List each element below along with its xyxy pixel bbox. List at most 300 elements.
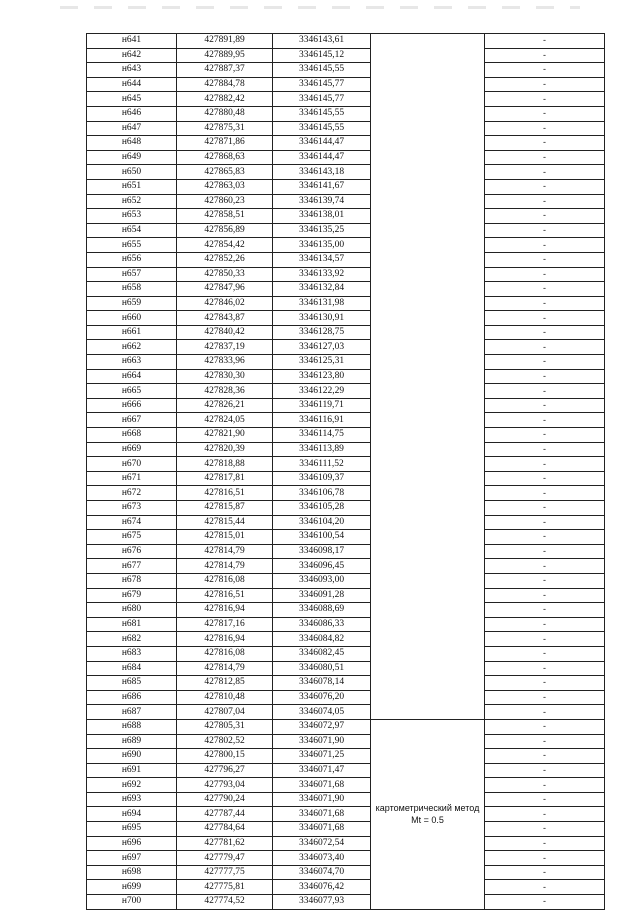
method-cell-empty <box>371 34 485 720</box>
x-coordinate-cell: 427828,36 <box>177 384 273 399</box>
table-row <box>87 63 605 78</box>
point-id-cell: н674 <box>87 515 177 530</box>
y-coordinate-cell: 3346143,18 <box>273 165 371 180</box>
y-coordinate-cell: 3346114,75 <box>273 428 371 443</box>
point-id-cell: н678 <box>87 573 177 588</box>
table-row <box>87 661 605 676</box>
table-row <box>87 77 605 92</box>
table-row <box>87 573 605 588</box>
y-coordinate-cell: 3346145,77 <box>273 92 371 107</box>
y-coordinate-cell: 3346135,25 <box>273 223 371 238</box>
table-row <box>87 252 605 267</box>
x-coordinate-cell: 427812,85 <box>177 676 273 691</box>
point-id-cell: н679 <box>87 588 177 603</box>
accuracy-cell: - <box>485 822 605 837</box>
accuracy-cell: - <box>485 238 605 253</box>
table-row <box>87 544 605 559</box>
x-coordinate-cell: 427858,51 <box>177 209 273 224</box>
table-row <box>87 325 605 340</box>
accuracy-cell: - <box>485 792 605 807</box>
y-coordinate-cell: 3346100,54 <box>273 530 371 545</box>
x-coordinate-cell: 427856,89 <box>177 223 273 238</box>
accuracy-cell: - <box>485 384 605 399</box>
x-coordinate-cell: 427817,16 <box>177 617 273 632</box>
accuracy-cell: - <box>485 355 605 370</box>
table-row <box>87 588 605 603</box>
accuracy-cell: - <box>485 632 605 647</box>
accuracy-cell: - <box>485 63 605 78</box>
point-id-cell: н690 <box>87 749 177 764</box>
y-coordinate-cell: 3346084,82 <box>273 632 371 647</box>
point-id-cell: н695 <box>87 822 177 837</box>
x-coordinate-cell: 427852,26 <box>177 252 273 267</box>
table-row <box>87 457 605 472</box>
x-coordinate-cell: 427843,87 <box>177 311 273 326</box>
accuracy-cell: - <box>485 865 605 880</box>
accuracy-cell: - <box>485 223 605 238</box>
y-coordinate-cell: 3346111,52 <box>273 457 371 472</box>
accuracy-cell: - <box>485 719 605 734</box>
y-coordinate-cell: 3346134,57 <box>273 252 371 267</box>
method-cell: картометрический метод Mt = 0.5 <box>371 719 485 909</box>
accuracy-cell: - <box>485 676 605 691</box>
table-row <box>87 486 605 501</box>
y-coordinate-cell: 3346144,47 <box>273 136 371 151</box>
table-row <box>87 763 605 778</box>
accuracy-cell: - <box>485 48 605 63</box>
x-coordinate-cell: 427815,01 <box>177 530 273 545</box>
point-id-cell: н657 <box>87 267 177 282</box>
x-coordinate-cell: 427816,08 <box>177 646 273 661</box>
table-row <box>87 792 605 807</box>
point-id-cell: н693 <box>87 792 177 807</box>
accuracy-cell: - <box>485 807 605 822</box>
x-coordinate-cell: 427802,52 <box>177 734 273 749</box>
x-coordinate-cell: 427850,33 <box>177 267 273 282</box>
table-row <box>87 471 605 486</box>
scan-artifact <box>60 6 580 9</box>
accuracy-cell: - <box>485 603 605 618</box>
accuracy-cell: - <box>485 179 605 194</box>
accuracy-cell: - <box>485 398 605 413</box>
x-coordinate-cell: 427816,94 <box>177 632 273 647</box>
y-coordinate-cell: 3346116,91 <box>273 413 371 428</box>
point-id-cell: н694 <box>87 807 177 822</box>
x-coordinate-cell: 427868,63 <box>177 150 273 165</box>
y-coordinate-cell: 3346130,91 <box>273 311 371 326</box>
point-id-cell: н647 <box>87 121 177 136</box>
table-row <box>87 603 605 618</box>
accuracy-cell: - <box>485 486 605 501</box>
accuracy-cell: - <box>485 749 605 764</box>
y-coordinate-cell: 3346131,98 <box>273 296 371 311</box>
accuracy-cell: - <box>485 530 605 545</box>
x-coordinate-cell: 427787,44 <box>177 807 273 822</box>
accuracy-cell: - <box>485 442 605 457</box>
x-coordinate-cell: 427815,44 <box>177 515 273 530</box>
accuracy-cell: - <box>485 311 605 326</box>
accuracy-cell: - <box>485 325 605 340</box>
y-coordinate-cell: 3346086,33 <box>273 617 371 632</box>
x-coordinate-cell: 427793,04 <box>177 778 273 793</box>
table-row <box>87 895 605 910</box>
point-id-cell: н671 <box>87 471 177 486</box>
table-row <box>87 150 605 165</box>
accuracy-cell: - <box>485 836 605 851</box>
table-row <box>87 807 605 822</box>
x-coordinate-cell: 427863,03 <box>177 179 273 194</box>
table-row <box>87 442 605 457</box>
y-coordinate-cell: 3346135,00 <box>273 238 371 253</box>
x-coordinate-cell: 427824,05 <box>177 413 273 428</box>
point-id-cell: н698 <box>87 865 177 880</box>
table-row <box>87 690 605 705</box>
y-coordinate-cell: 3346128,75 <box>273 325 371 340</box>
table-row <box>87 632 605 647</box>
point-id-cell: н644 <box>87 77 177 92</box>
y-coordinate-cell: 3346071,90 <box>273 734 371 749</box>
coordinates-table-body <box>87 34 605 910</box>
y-coordinate-cell: 3346071,68 <box>273 822 371 837</box>
y-coordinate-cell: 3346141,67 <box>273 179 371 194</box>
point-id-cell: н682 <box>87 632 177 647</box>
accuracy-cell: - <box>485 282 605 297</box>
y-coordinate-cell: 3346076,42 <box>273 880 371 895</box>
accuracy-cell: - <box>485 705 605 720</box>
table-row <box>87 223 605 238</box>
y-coordinate-cell: 3346144,47 <box>273 150 371 165</box>
x-coordinate-cell: 427884,78 <box>177 77 273 92</box>
y-coordinate-cell: 3346071,47 <box>273 763 371 778</box>
accuracy-cell: - <box>485 92 605 107</box>
y-coordinate-cell: 3346088,69 <box>273 603 371 618</box>
accuracy-cell: - <box>485 544 605 559</box>
accuracy-cell: - <box>485 661 605 676</box>
y-coordinate-cell: 3346123,80 <box>273 369 371 384</box>
table-row <box>87 413 605 428</box>
x-coordinate-cell: 427865,83 <box>177 165 273 180</box>
y-coordinate-cell: 3346119,71 <box>273 398 371 413</box>
y-coordinate-cell: 3346109,37 <box>273 471 371 486</box>
x-coordinate-cell: 427816,51 <box>177 588 273 603</box>
accuracy-cell: - <box>485 267 605 282</box>
point-id-cell: н645 <box>87 92 177 107</box>
x-coordinate-cell: 427774,52 <box>177 895 273 910</box>
table-row <box>87 822 605 837</box>
table-row <box>87 559 605 574</box>
y-coordinate-cell: 3346143,61 <box>273 34 371 49</box>
accuracy-cell: - <box>485 165 605 180</box>
x-coordinate-cell: 427790,24 <box>177 792 273 807</box>
x-coordinate-cell: 427817,81 <box>177 471 273 486</box>
table-row <box>87 106 605 121</box>
point-id-cell: н662 <box>87 340 177 355</box>
x-coordinate-cell: 427871,86 <box>177 136 273 151</box>
y-coordinate-cell: 3346145,55 <box>273 106 371 121</box>
accuracy-cell: - <box>485 121 605 136</box>
point-id-cell: н688 <box>87 719 177 734</box>
y-coordinate-cell: 3346105,28 <box>273 501 371 516</box>
point-id-cell: н681 <box>87 617 177 632</box>
y-coordinate-cell: 3346074,70 <box>273 865 371 880</box>
x-coordinate-cell: 427847,96 <box>177 282 273 297</box>
y-coordinate-cell: 3346076,20 <box>273 690 371 705</box>
table-row <box>87 880 605 895</box>
accuracy-cell: - <box>485 734 605 749</box>
x-coordinate-cell: 427833,96 <box>177 355 273 370</box>
point-id-cell: н664 <box>87 369 177 384</box>
accuracy-cell: - <box>485 428 605 443</box>
y-coordinate-cell: 3346106,78 <box>273 486 371 501</box>
accuracy-cell: - <box>485 209 605 224</box>
accuracy-cell: - <box>485 77 605 92</box>
y-coordinate-cell: 3346104,20 <box>273 515 371 530</box>
accuracy-cell: - <box>485 136 605 151</box>
table-row <box>87 778 605 793</box>
x-coordinate-cell: 427882,42 <box>177 92 273 107</box>
point-id-cell: н649 <box>87 150 177 165</box>
table-row <box>87 48 605 63</box>
point-id-cell: н668 <box>87 428 177 443</box>
x-coordinate-cell: 427784,64 <box>177 822 273 837</box>
table-row <box>87 617 605 632</box>
accuracy-cell: - <box>485 252 605 267</box>
y-coordinate-cell: 3346145,12 <box>273 48 371 63</box>
table-row <box>87 428 605 443</box>
x-coordinate-cell: 427816,08 <box>177 573 273 588</box>
x-coordinate-cell: 427775,81 <box>177 880 273 895</box>
y-coordinate-cell: 3346145,55 <box>273 121 371 136</box>
x-coordinate-cell: 427816,94 <box>177 603 273 618</box>
table-row <box>87 238 605 253</box>
point-id-cell: н677 <box>87 559 177 574</box>
point-id-cell: н691 <box>87 763 177 778</box>
y-coordinate-cell: 3346072,54 <box>273 836 371 851</box>
point-id-cell: н692 <box>87 778 177 793</box>
table-row <box>87 865 605 880</box>
y-coordinate-cell: 3346096,45 <box>273 559 371 574</box>
table-row <box>87 384 605 399</box>
point-id-cell: н673 <box>87 501 177 516</box>
x-coordinate-cell: 427814,79 <box>177 661 273 676</box>
point-id-cell: н700 <box>87 895 177 910</box>
table-row <box>87 194 605 209</box>
x-coordinate-cell: 427887,37 <box>177 63 273 78</box>
point-id-cell: н650 <box>87 165 177 180</box>
point-id-cell: н642 <box>87 48 177 63</box>
table-row <box>87 340 605 355</box>
accuracy-cell: - <box>485 471 605 486</box>
x-coordinate-cell: 427891,89 <box>177 34 273 49</box>
accuracy-cell: - <box>485 296 605 311</box>
point-id-cell: н656 <box>87 252 177 267</box>
x-coordinate-cell: 427777,75 <box>177 865 273 880</box>
y-coordinate-cell: 3346071,68 <box>273 807 371 822</box>
accuracy-cell: - <box>485 106 605 121</box>
x-coordinate-cell: 427889,95 <box>177 48 273 63</box>
point-id-cell: н660 <box>87 311 177 326</box>
y-coordinate-cell: 3346074,05 <box>273 705 371 720</box>
accuracy-cell: - <box>485 194 605 209</box>
x-coordinate-cell: 427821,90 <box>177 428 273 443</box>
table-row <box>87 311 605 326</box>
accuracy-cell: - <box>485 559 605 574</box>
point-id-cell: н654 <box>87 223 177 238</box>
x-coordinate-cell: 427781,62 <box>177 836 273 851</box>
point-id-cell: н665 <box>87 384 177 399</box>
point-id-cell: н672 <box>87 486 177 501</box>
table-row <box>87 267 605 282</box>
y-coordinate-cell: 3346145,55 <box>273 63 371 78</box>
y-coordinate-cell: 3346071,68 <box>273 778 371 793</box>
accuracy-cell: - <box>485 340 605 355</box>
x-coordinate-cell: 427810,48 <box>177 690 273 705</box>
table-row <box>87 515 605 530</box>
y-coordinate-cell: 3346071,90 <box>273 792 371 807</box>
y-coordinate-cell: 3346073,40 <box>273 851 371 866</box>
table-row <box>87 369 605 384</box>
coordinates-table <box>86 33 605 910</box>
table-row <box>87 530 605 545</box>
y-coordinate-cell: 3346125,31 <box>273 355 371 370</box>
table-row <box>87 209 605 224</box>
accuracy-cell: - <box>485 588 605 603</box>
table-row <box>87 165 605 180</box>
point-id-cell: н646 <box>87 106 177 121</box>
y-coordinate-cell: 3346127,03 <box>273 340 371 355</box>
point-id-cell: н655 <box>87 238 177 253</box>
table-row <box>87 355 605 370</box>
accuracy-cell: - <box>485 778 605 793</box>
point-id-cell: н648 <box>87 136 177 151</box>
x-coordinate-cell: 427826,21 <box>177 398 273 413</box>
accuracy-cell: - <box>485 690 605 705</box>
point-id-cell: н689 <box>87 734 177 749</box>
point-id-cell: н669 <box>87 442 177 457</box>
table-row <box>87 179 605 194</box>
accuracy-cell: - <box>485 369 605 384</box>
point-id-cell: н685 <box>87 676 177 691</box>
y-coordinate-cell: 3346080,51 <box>273 661 371 676</box>
accuracy-cell: - <box>485 457 605 472</box>
accuracy-cell: - <box>485 413 605 428</box>
point-id-cell: н661 <box>87 325 177 340</box>
point-id-cell: н683 <box>87 646 177 661</box>
point-id-cell: н651 <box>87 179 177 194</box>
x-coordinate-cell: 427800,15 <box>177 749 273 764</box>
point-id-cell: н670 <box>87 457 177 472</box>
point-id-cell: н643 <box>87 63 177 78</box>
accuracy-cell: - <box>485 646 605 661</box>
y-coordinate-cell: 3346113,89 <box>273 442 371 457</box>
accuracy-cell: - <box>485 150 605 165</box>
point-id-cell: н641 <box>87 34 177 49</box>
point-id-cell: н676 <box>87 544 177 559</box>
accuracy-cell: - <box>485 851 605 866</box>
accuracy-cell: - <box>485 763 605 778</box>
x-coordinate-cell: 427814,79 <box>177 559 273 574</box>
x-coordinate-cell: 427814,79 <box>177 544 273 559</box>
accuracy-cell: - <box>485 501 605 516</box>
point-id-cell: н699 <box>87 880 177 895</box>
x-coordinate-cell: 427854,42 <box>177 238 273 253</box>
table-row <box>87 851 605 866</box>
table-row <box>87 501 605 516</box>
accuracy-cell: - <box>485 880 605 895</box>
x-coordinate-cell: 427779,47 <box>177 851 273 866</box>
point-id-cell: н675 <box>87 530 177 545</box>
point-id-cell: н680 <box>87 603 177 618</box>
y-coordinate-cell: 3346077,93 <box>273 895 371 910</box>
x-coordinate-cell: 427820,39 <box>177 442 273 457</box>
table-row <box>87 734 605 749</box>
x-coordinate-cell: 427837,19 <box>177 340 273 355</box>
point-id-cell: н663 <box>87 355 177 370</box>
point-id-cell: н652 <box>87 194 177 209</box>
y-coordinate-cell: 3346072,97 <box>273 719 371 734</box>
x-coordinate-cell: 427807,04 <box>177 705 273 720</box>
point-id-cell: н697 <box>87 851 177 866</box>
table-row <box>87 719 605 734</box>
table-row <box>87 121 605 136</box>
table-row <box>87 646 605 661</box>
x-coordinate-cell: 427840,42 <box>177 325 273 340</box>
accuracy-cell: - <box>485 895 605 910</box>
x-coordinate-cell: 427815,87 <box>177 501 273 516</box>
y-coordinate-cell: 3346093,00 <box>273 573 371 588</box>
point-id-cell: н686 <box>87 690 177 705</box>
y-coordinate-cell: 3346082,45 <box>273 646 371 661</box>
accuracy-cell: - <box>485 573 605 588</box>
y-coordinate-cell: 3346071,25 <box>273 749 371 764</box>
point-id-cell: н659 <box>87 296 177 311</box>
x-coordinate-cell: 427860,23 <box>177 194 273 209</box>
point-id-cell: н687 <box>87 705 177 720</box>
y-coordinate-cell: 3346138,01 <box>273 209 371 224</box>
y-coordinate-cell: 3346139,74 <box>273 194 371 209</box>
x-coordinate-cell: 427846,02 <box>177 296 273 311</box>
accuracy-cell: - <box>485 34 605 49</box>
x-coordinate-cell: 427830,30 <box>177 369 273 384</box>
x-coordinate-cell: 427796,27 <box>177 763 273 778</box>
x-coordinate-cell: 427805,31 <box>177 719 273 734</box>
table-row <box>87 136 605 151</box>
point-id-cell: н666 <box>87 398 177 413</box>
table-row <box>87 676 605 691</box>
accuracy-cell: - <box>485 617 605 632</box>
x-coordinate-cell: 427875,31 <box>177 121 273 136</box>
table-row <box>87 398 605 413</box>
table-row <box>87 836 605 851</box>
accuracy-cell: - <box>485 515 605 530</box>
point-id-cell: н684 <box>87 661 177 676</box>
table-row <box>87 705 605 720</box>
y-coordinate-cell: 3346122,29 <box>273 384 371 399</box>
x-coordinate-cell: 427880,48 <box>177 106 273 121</box>
x-coordinate-cell: 427818,88 <box>177 457 273 472</box>
table-row <box>87 296 605 311</box>
point-id-cell: н696 <box>87 836 177 851</box>
table-row <box>87 749 605 764</box>
y-coordinate-cell: 3346132,84 <box>273 282 371 297</box>
table-row <box>87 92 605 107</box>
point-id-cell: н667 <box>87 413 177 428</box>
y-coordinate-cell: 3346078,14 <box>273 676 371 691</box>
y-coordinate-cell: 3346091,28 <box>273 588 371 603</box>
table-row <box>87 282 605 297</box>
table-row <box>87 34 605 49</box>
y-coordinate-cell: 3346098,17 <box>273 544 371 559</box>
